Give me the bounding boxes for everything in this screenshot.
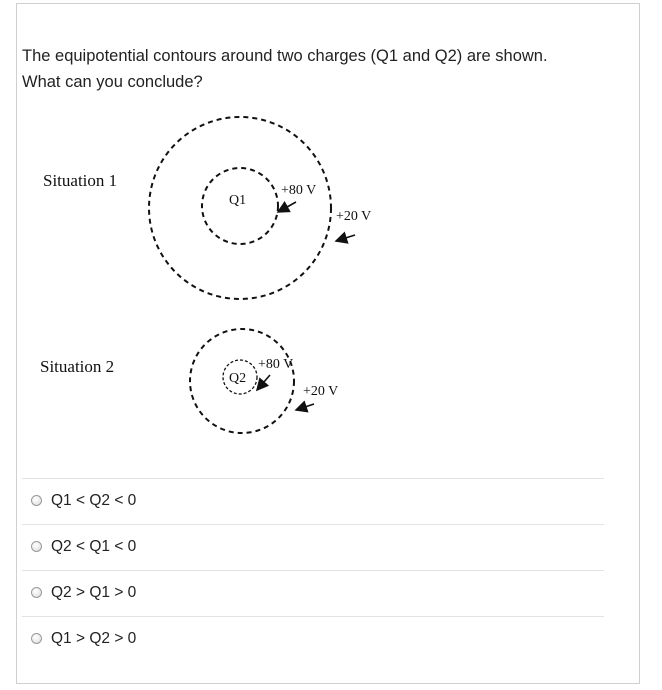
answer-option-label: Q1 < Q2 < 0 (51, 492, 137, 509)
situation-1-inner-arrow (278, 202, 296, 212)
situation-2-inner-arrow (257, 375, 270, 390)
situation-1-charge-label: Q1 (229, 193, 247, 208)
situation-2-label: Situation 2 (40, 357, 115, 376)
answer-option-label: Q2 < Q1 < 0 (51, 538, 137, 555)
radio-button-icon[interactable] (31, 587, 42, 598)
radio-button-icon[interactable] (31, 633, 42, 644)
radio-button-icon[interactable] (31, 541, 42, 552)
situation-2-inner-voltage: +80 V (258, 357, 294, 372)
radio-button-icon[interactable] (31, 495, 42, 506)
situation-2-outer-arrow (296, 404, 314, 410)
answer-option-label: Q1 > Q2 > 0 (51, 630, 137, 647)
situation-1-label: Situation 1 (43, 171, 118, 190)
situation-2-outer-voltage: +20 V (303, 384, 339, 399)
answer-options (22, 478, 604, 662)
situation-2-charge-label: Q2 (229, 371, 247, 386)
question-line-2: What can you conclude? (22, 73, 203, 91)
answer-option-2[interactable] (22, 524, 604, 570)
answer-option-3[interactable] (22, 570, 604, 616)
answer-option-label: Q2 > Q1 > 0 (51, 584, 137, 601)
answer-option-4[interactable] (22, 616, 604, 662)
situation-1-outer-arrow (336, 235, 355, 241)
question-line-1: The equipotential contours around two charges (Q1 and Q2) are shown. (22, 47, 548, 65)
situation-1-outer-voltage: +20 V (336, 209, 372, 224)
situation-1-outer-contour (149, 117, 331, 299)
answer-option-1[interactable] (22, 478, 604, 524)
situation-1-inner-voltage: +80 V (281, 183, 317, 198)
